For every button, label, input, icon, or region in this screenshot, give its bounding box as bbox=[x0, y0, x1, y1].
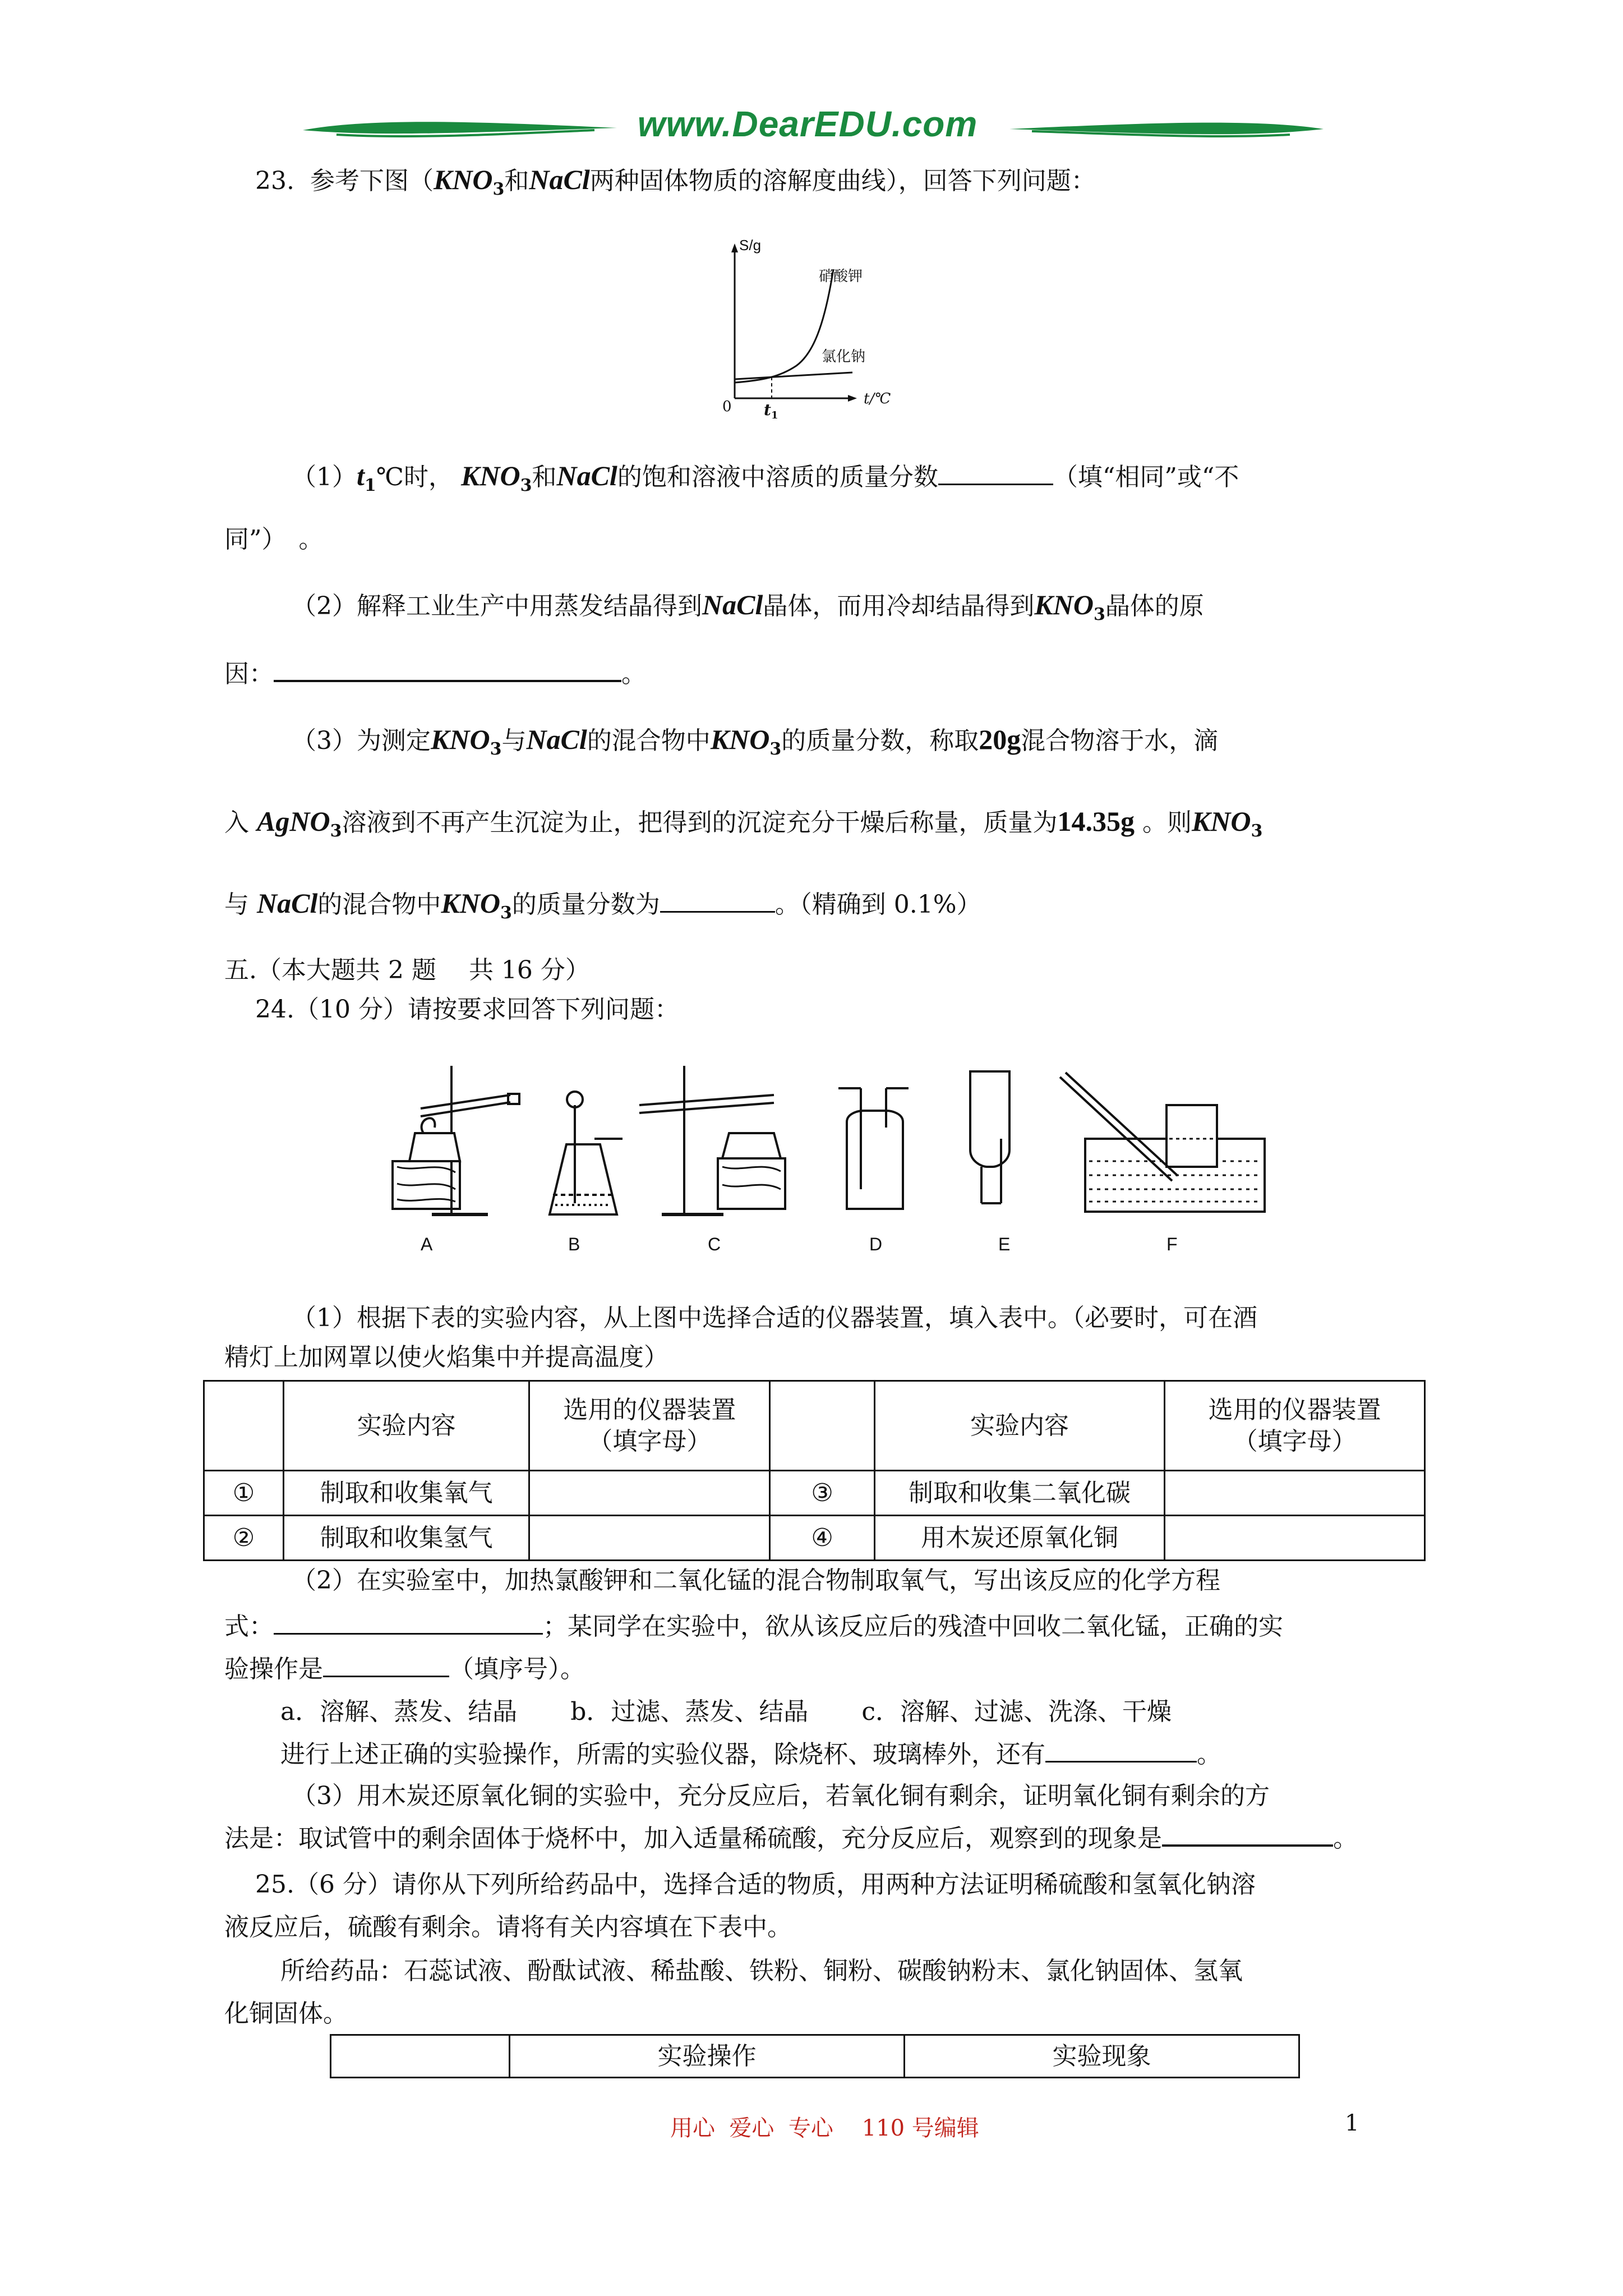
q23-part2-line1: （2）解释工业生产中用蒸发结晶得到NaCl晶体，而用冷却结晶得到$KNO_3$晶体的原 bbox=[292, 589, 1204, 624]
q24-part3-line1: （3）用木炭还原氧化铜的实验中，充分反应后，若氧化铜有剩余，证明氧化铜有剩余的方 bbox=[292, 1782, 1270, 1810]
q25-line1: 25.（6 分）请你从下列所给药品中，选择合适的物质，用两种方法证明稀硫酸和氢氧化钠溶 bbox=[255, 1870, 1256, 1899]
q23-intro: 23. 参考下图（$KNO_3$和NaCl两种固体物质的溶解度曲线），回答下列问题： bbox=[255, 164, 1096, 199]
answer-blank-3[interactable] bbox=[660, 889, 775, 913]
q24-options bbox=[280, 1695, 1172, 1729]
apparatus-f bbox=[1060, 1073, 1265, 1212]
apparatus-d bbox=[838, 1088, 909, 1209]
option-b: b．过滤、蒸发、结晶 bbox=[570, 1697, 809, 1726]
apparatus-a bbox=[393, 1066, 519, 1214]
solubility-curve-svg bbox=[712, 236, 925, 426]
apparatus-label-d: D bbox=[869, 1234, 883, 1254]
apparatus-c bbox=[639, 1066, 785, 1214]
left-swoosh-decoration bbox=[303, 107, 617, 151]
origin-label: 0 bbox=[722, 398, 732, 415]
answer-blank-phenomenon[interactable] bbox=[1162, 1822, 1333, 1847]
q24-part2-line1: （2）在实验室中，加热氯酸钾和二氧化锰的混合物制取氧气，写出该反应的化学方程 bbox=[292, 1566, 1220, 1595]
q25-header-operation: 实验操作 bbox=[510, 2035, 905, 2078]
q23-part3-line2: 入 AgNO$_3$溶液到不再产生沉淀为止，把得到的沉淀充分干燥后称量，质量为14.35g 。则$KNO_3$ bbox=[224, 806, 1263, 841]
kno3-curve-label: 硝酸钾 bbox=[819, 268, 863, 285]
q25-line2: 液反应后，硫酸有剩余。请将有关内容填在下表中。 bbox=[224, 1913, 792, 1941]
q24-part2-line2: 式： ；某同学在实验中，欲从该反应后的残渣中回收二氧化锰，正确的实 bbox=[224, 1610, 1283, 1644]
y-axis-label: S/g bbox=[739, 237, 762, 254]
apparatus-svg bbox=[381, 1055, 1346, 1262]
apparatus-figure bbox=[381, 1055, 1346, 1262]
table-corner-right bbox=[770, 1381, 874, 1471]
section-5-title: 五.（本大题共 2 题 共 16 分） bbox=[224, 956, 590, 984]
table-header-content-right: 实验内容 bbox=[874, 1381, 1165, 1471]
q23-part1-line2: 同”） 。 bbox=[224, 525, 324, 554]
q25-table bbox=[330, 2034, 1300, 2078]
answer-cell-4[interactable] bbox=[1165, 1516, 1425, 1561]
answer-blank-equation[interactable] bbox=[274, 1611, 543, 1635]
q24-apparatus-table bbox=[203, 1380, 1426, 1561]
apparatus-b bbox=[550, 1092, 623, 1214]
answer-blank-1[interactable] bbox=[938, 461, 1053, 485]
option-a: a．溶解、蒸发、结晶 bbox=[280, 1697, 518, 1726]
q23-part2-line2: 因： 。 bbox=[224, 657, 646, 691]
answer-cell-3[interactable] bbox=[1165, 1471, 1425, 1516]
answer-blank-2[interactable] bbox=[274, 657, 621, 682]
answer-cell-1[interactable] bbox=[529, 1471, 770, 1516]
table-row: ② 制取和收集氢气 ④ 用木炭还原氧化铜 bbox=[204, 1516, 1425, 1561]
q24-part2-line5: 进行上述正确的实验操作，所需的实验仪器，除烧杯、玻璃棒外，还有 。 bbox=[280, 1738, 1221, 1772]
kno3-curve bbox=[735, 269, 833, 383]
q24-part1-line2: 精灯上加网罩以使火焰集中并提高温度） bbox=[224, 1343, 668, 1372]
table-corner-left bbox=[204, 1381, 284, 1471]
apparatus-label-f: F bbox=[1166, 1234, 1178, 1254]
q24-title: 24.（10 分）请按要求回答下列问题： bbox=[255, 995, 679, 1024]
q23-part3-line1: （3）为测定$KNO_3$与NaCl的混合物中$KNO_3$的质量分数，称取20g混合物溶于水，滴 bbox=[292, 724, 1219, 759]
answer-blank-option[interactable] bbox=[323, 1653, 449, 1677]
table-header-device-right: 选用的仪器装置 （填字母） bbox=[1165, 1381, 1425, 1471]
q23-part1-line1: $(1)t_1℃$时， $KNO_3$和NaCl的饱和溶液中溶质的质量分数 （填“相同”或“不 bbox=[292, 460, 1239, 495]
apparatus-label-b: B bbox=[568, 1234, 580, 1254]
q25-line3: 所给药品：石蕊试液、酚酞试液、稀盐酸、铁粉、铜粉、碳酸钠粉末、氯化钠固体、氢氧 bbox=[280, 1957, 1243, 1985]
x-axis-label: t/℃ bbox=[864, 390, 891, 407]
apparatus-label-e: E bbox=[998, 1234, 1011, 1254]
apparatus-label-a: A bbox=[421, 1234, 433, 1254]
site-logo-text: www.DearEDU.com bbox=[637, 104, 978, 144]
q25-header-phenomenon: 实验现象 bbox=[905, 2035, 1299, 2078]
nacl-curve-label: 氯化钠 bbox=[822, 348, 866, 365]
t1-tick-label: $t_1$ bbox=[764, 401, 778, 421]
page-number: 1 bbox=[1345, 2110, 1359, 2136]
table-header-content-left: 实验内容 bbox=[283, 1381, 529, 1471]
q23-part3-line3: 与 NaCl的混合物中$KNO_3$的质量分数为 。（精确到 0.1%） bbox=[224, 887, 981, 923]
q24-part1-line1: （1）根据下表的实验内容，从上图中选择合适的仪器装置，填入表中。（必要时，可在酒 bbox=[292, 1304, 1257, 1332]
table-row: ① 制取和收集氧气 ③ 制取和收集二氧化碳 bbox=[204, 1471, 1425, 1516]
apparatus-e bbox=[970, 1071, 1009, 1203]
q25-line4: 化铜固体。 bbox=[224, 1999, 348, 2028]
site-header bbox=[303, 101, 1324, 157]
footer-text: 用心 爱心 专心 110 号编辑 bbox=[670, 2115, 979, 2141]
option-c: c．溶解、过滤、洗涤、干燥 bbox=[861, 1697, 1172, 1726]
solubility-curve-figure bbox=[712, 236, 925, 426]
right-swoosh-decoration bbox=[1009, 107, 1324, 151]
q24-part3-line2: 法是：取试管中的剩余固体于烧杯中，加入适量稀硫酸，充分反应后，观察到的现象是 。 bbox=[224, 1822, 1358, 1856]
q24-part2-line3: 验操作是 （填序号）。 bbox=[224, 1653, 585, 1686]
table-header-device-left: 选用的仪器装置 （填字母） bbox=[529, 1381, 770, 1471]
nacl-curve bbox=[735, 372, 852, 379]
apparatus-label-c: C bbox=[708, 1234, 721, 1254]
answer-blank-instrument[interactable] bbox=[1045, 1738, 1197, 1763]
answer-cell-2[interactable] bbox=[529, 1516, 770, 1561]
q25-table-corner bbox=[331, 2035, 510, 2078]
